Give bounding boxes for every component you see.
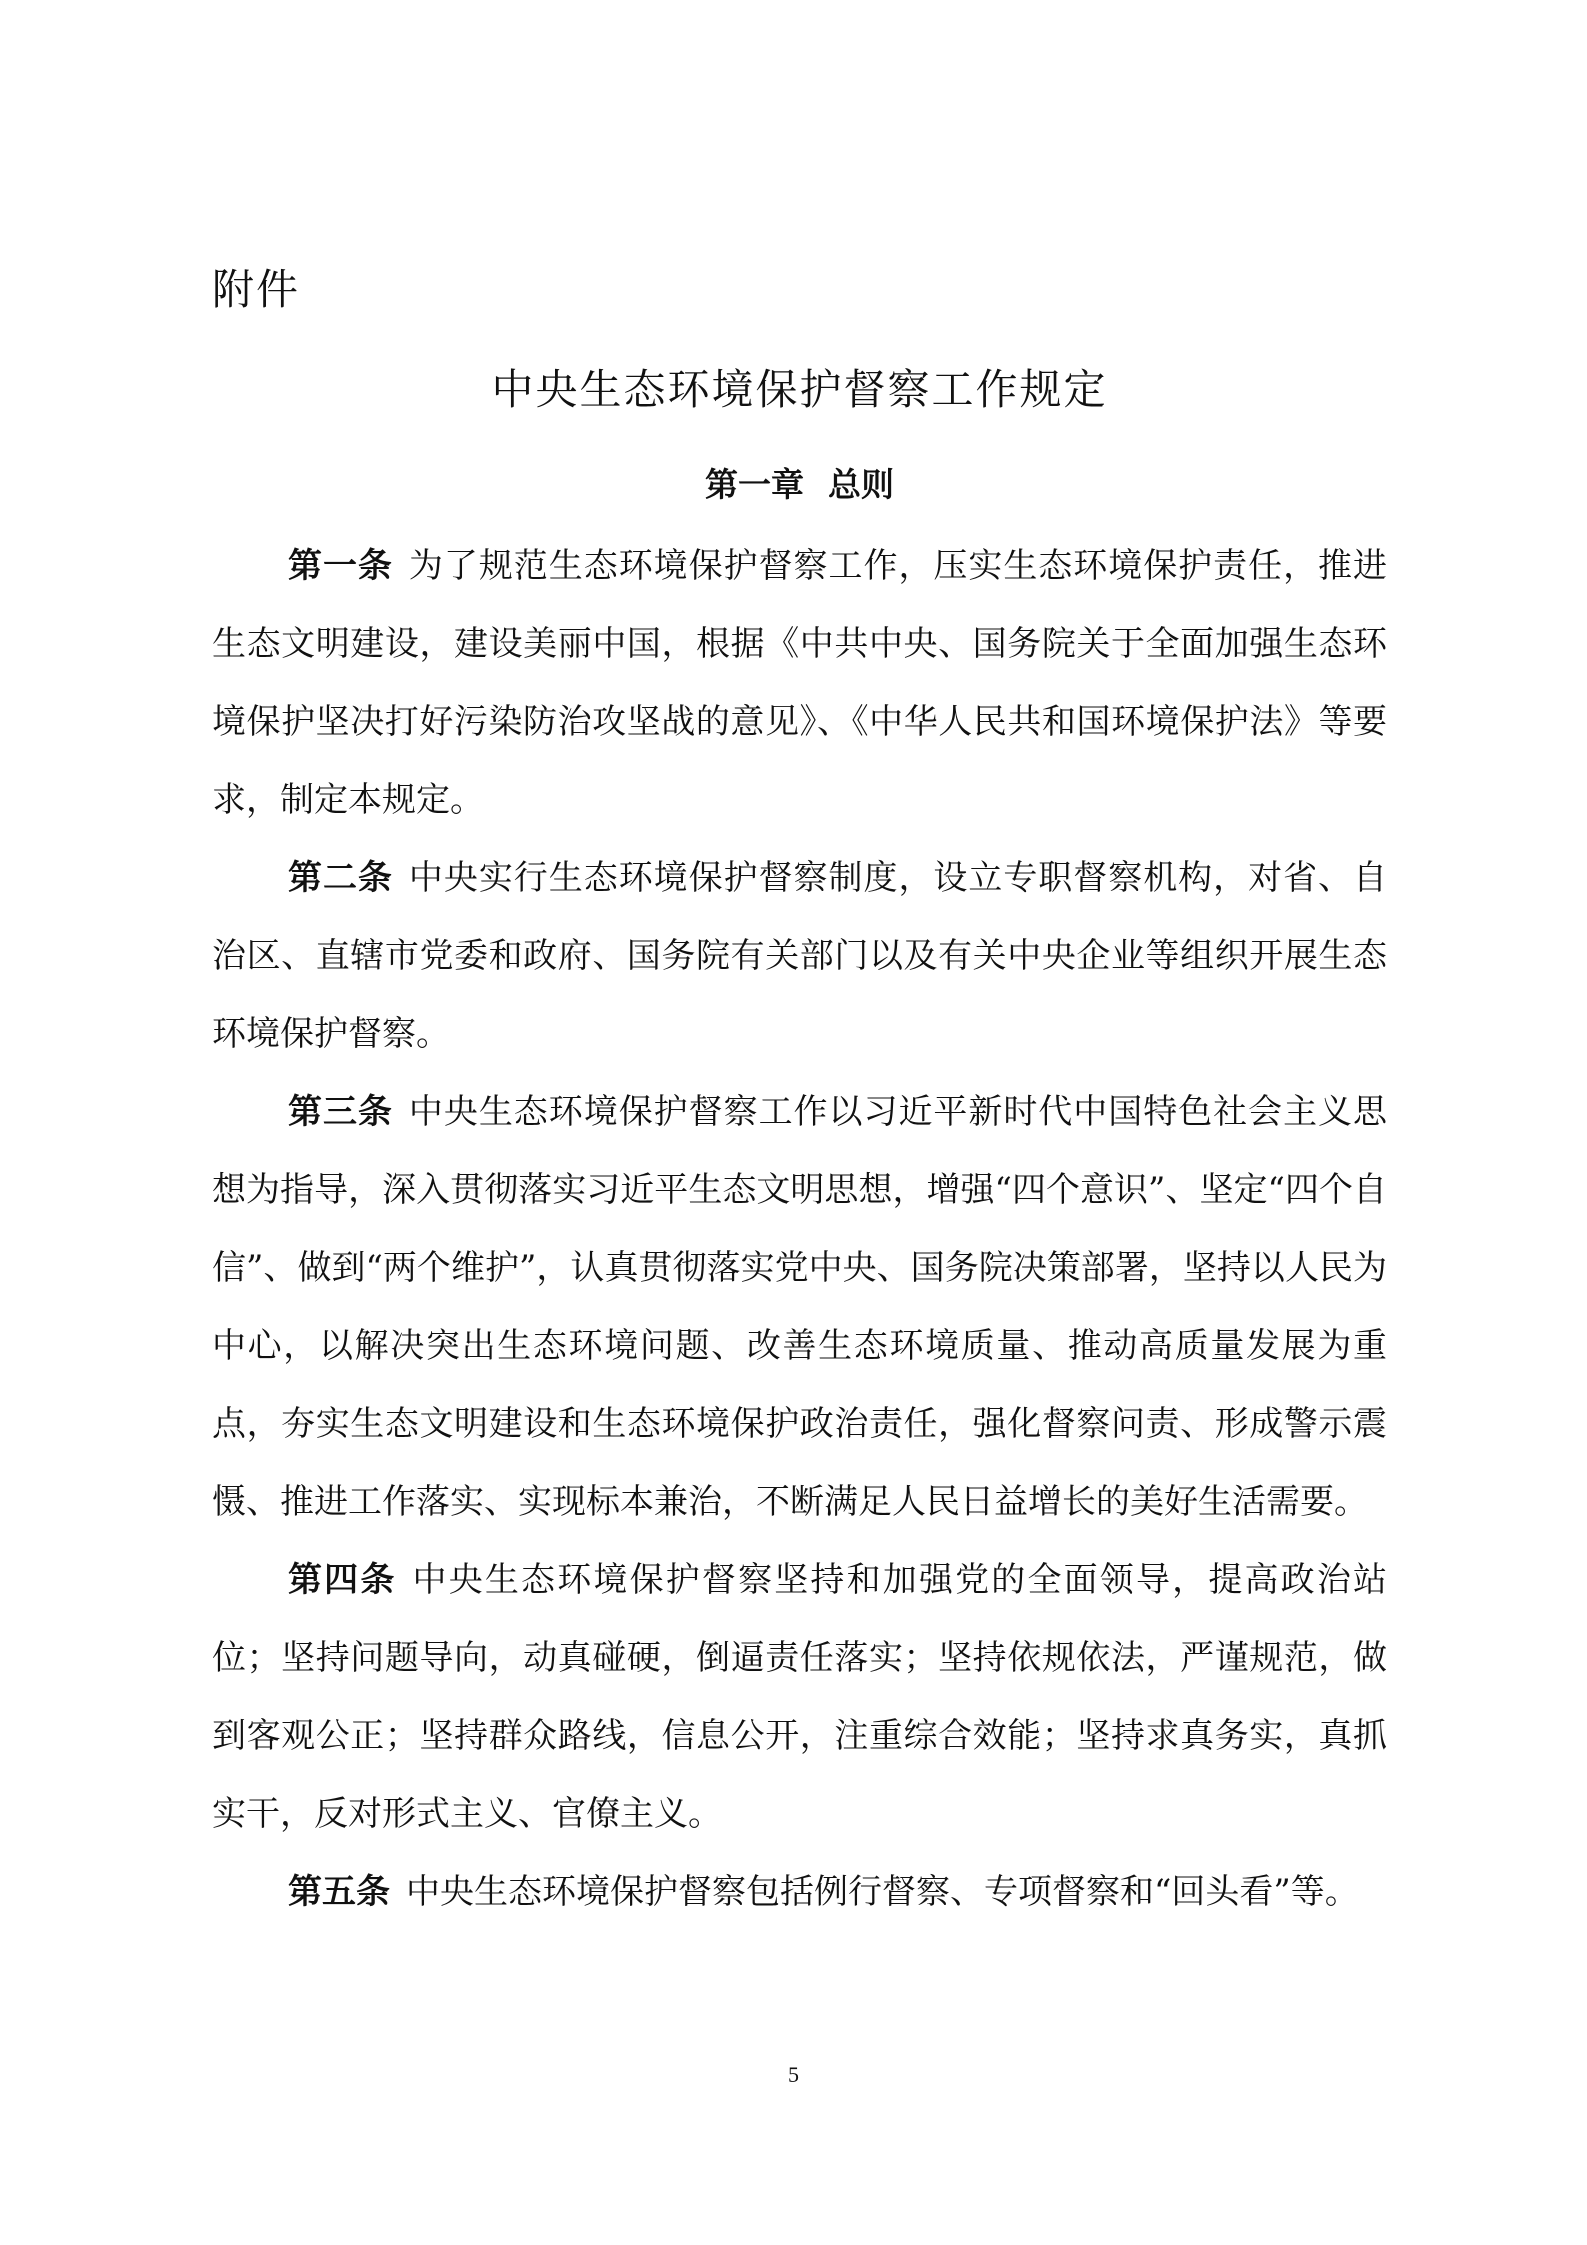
- document-body: [212, 527, 1387, 1931]
- article-text: 中央实行生态环境保护督察制度，设立专职督察机构，对省、自治区、直辖市党委和政府、国务院有关部门以及有关中央企业等组织开展生态环境保护督察。: [212, 858, 1388, 1054]
- chapter-number: 第一章: [705, 465, 804, 504]
- article-text: 中央生态环境保护督察工作以习近平新时代中国特色社会主义思想为指导，深入贯彻落实习近平生态文明思想，增强“四个意识”、坚定“四个自信”、做到“两个维护”，认真贯彻落实党中央、国务院决策部署，坚持以人民为中心，以解决突出生态环境问题、改善生态环境质量、推动高质量发展为重点，夯实生态文明建设和生态环境保护政治责任，强化督察问责、形成警示震慑、推进工作落实、实现标本兼治，不断满足人民日益增长的美好生活需要。: [212, 1092, 1388, 1522]
- article-label: 第三条: [288, 1092, 393, 1132]
- attachment-label: 附件: [212, 265, 301, 314]
- article-4: [212, 1541, 1387, 1853]
- page-number: 5: [788, 2062, 799, 2087]
- chapter-name: 总则: [828, 465, 894, 504]
- article-label: 第四条: [288, 1560, 397, 1600]
- article-text: 中央生态环境保护督察包括例行督察、专项督察和“回头看”等。: [406, 1872, 1359, 1912]
- article-text: 为了规范生态环境保护督察工作，压实生态环境保护责任，推进生态文明建设，建设美丽中国，根据《中共中央、国务院关于全面加强生态环境保护坚决打好污染防治攻坚战的意见》、《中华人民共和国环境保护法》等要求，制定本规定。: [212, 546, 1388, 820]
- chapter-heading: [212, 455, 1387, 515]
- article-1: [212, 527, 1387, 839]
- article-2: [212, 839, 1387, 1073]
- article-text: 中央生态环境保护督察坚持和加强党的全面领导，提高政治站位；坚持问题导向，动真碰硬，倒逼责任落实；坚持依规依法，严谨规范，做到客观公正；坚持群众路线，信息公开，注重综合效能；坚持求真务实，真抓实干，反对形式主义、官僚主义。: [212, 1560, 1388, 1834]
- article-label: 第一条: [288, 546, 393, 586]
- article-5: [212, 1853, 1387, 1931]
- article-3: [212, 1073, 1387, 1541]
- article-label: 第二条: [288, 858, 393, 898]
- article-label: 第五条: [288, 1872, 390, 1912]
- document-title: 中央生态环境保护督察工作规定: [491, 365, 1108, 414]
